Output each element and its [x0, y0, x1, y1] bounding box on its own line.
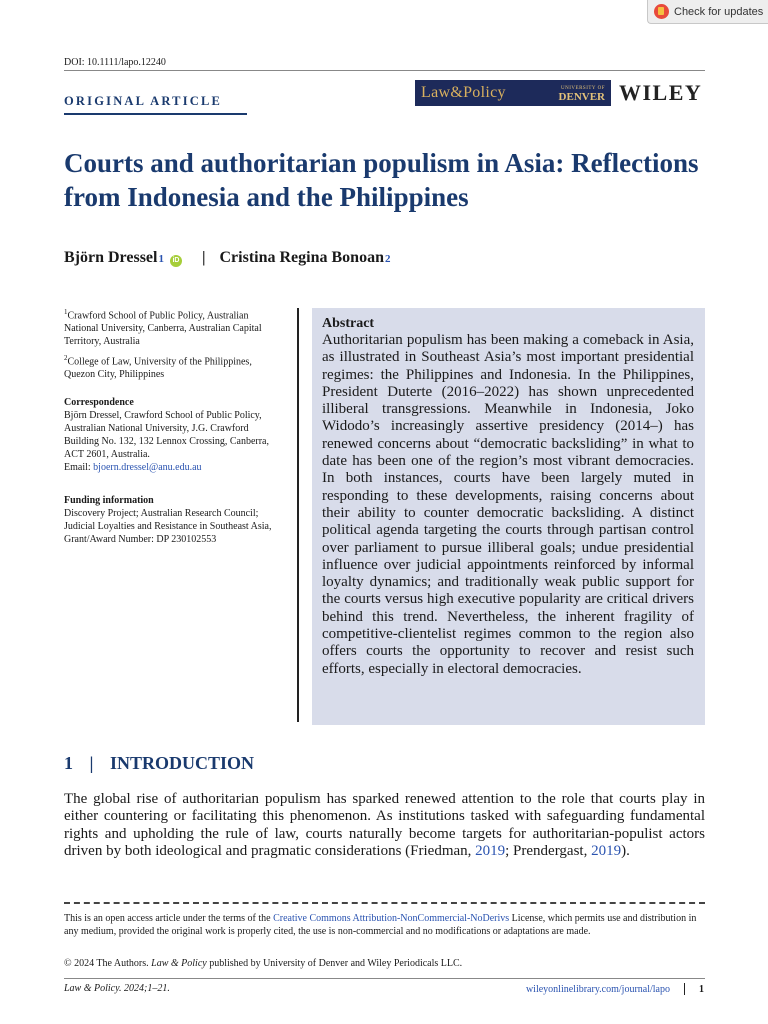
university-denver-logo — [559, 84, 605, 102]
correspondence-heading: Correspondence — [64, 397, 134, 408]
section-heading — [64, 753, 254, 774]
university-logo-small-text: UNIVERSITY OF — [561, 86, 605, 91]
footer-rule — [64, 978, 705, 979]
section-title: INTRODUCTION — [109, 753, 254, 773]
affiliation — [64, 352, 284, 381]
footer-right — [526, 983, 704, 995]
license-notice — [64, 912, 705, 939]
header-rule — [64, 70, 705, 71]
copyright-notice — [64, 958, 462, 969]
affiliation-number: 2 — [64, 354, 68, 362]
footnote-divider — [64, 902, 705, 904]
funding-heading: Funding information — [64, 495, 154, 506]
section-number: 1 — [64, 753, 73, 773]
journal-logo[interactable] — [415, 80, 611, 106]
abstract-heading: Abstract — [322, 316, 375, 331]
column-divider — [297, 308, 299, 722]
law-policy-logo-text: Law&Policy — [421, 84, 506, 101]
affiliation — [64, 306, 284, 348]
author-name[interactable]: Björn Dressel — [64, 249, 158, 266]
article-title: Courts and authoritarian populism in Asia: Reflections from Indonesia and the Philippines — [64, 148, 699, 212]
license-link[interactable]: Creative Commons Attribution-NonCommercial-NoDerivs — [273, 913, 510, 924]
affiliation-text: Crawford School of Public Policy, Australian National University, Canberra, Australian Capital Territory, Australia — [64, 310, 262, 348]
author-affiliation-ref[interactable]: 1 — [158, 253, 164, 265]
page-number: 1 — [699, 983, 704, 995]
copyright-text: published by University of Denver and Wiley Periodicals LLC. — [206, 958, 463, 969]
funding-text: Discovery Project; Australian Research Council; Judicial Loyalties and Resistance in Southeast Asia, Grant/Award Number: DP 230102553 — [64, 508, 272, 545]
copyright-journal: Law & Policy — [151, 958, 207, 969]
author-affiliation-ref[interactable]: 2 — [384, 253, 391, 265]
journal-url-link[interactable]: wileyonlinelibrary.com/journal/lapo — [525, 983, 670, 995]
license-text: License, which permits use and distribution in any medium, provided the original work is properly cited, the use is non-commercial and no modifications or adaptations are made. — [64, 913, 697, 938]
university-logo-text: DENVER — [558, 91, 605, 103]
intro-paragraph — [64, 791, 705, 861]
author-name[interactable]: Cristina Regina Bonoan — [219, 249, 384, 266]
license-text: This is an open access article under the terms of the — [64, 913, 274, 924]
correspondence-block — [64, 396, 284, 474]
author-list — [64, 249, 390, 267]
citation-link[interactable]: 2019 — [475, 843, 506, 860]
abstract-text: Authoritarian populism has been making a comeback in Asia, as illustrated in Southeast Asia’s most important presidential regimes: the Philippines and Indonesia. In the Philippines, President Duterte (2016–2022) has shown unprecedented illiberal transgressions. Meanwhile in Indonesia, Joko Widodo’s increasingly assertive presidency (2014–) has renewed concerns about “democratic backsliding” in what to date has been one of the region’s most vibrant democracies. In both instances, courts have been largely muted in responding to these developments, raising concerns about their ability to counter democratic backsliding. A distinct political agenda targeting the courts through partisan control over parliament to pursue illiberal goals; undue presidential influence over judicial appointments reinforced by informal loyalty dynamics; and traditionally weak public support for the courts versus high executive popularity are critical drivers behind this trend. Nevertheless, the inherent fragility of competitive-clientelist regimes common to the region also offers courts the opportunity to recover and resist such efforts, especially in electoral democracies. — [322, 332, 694, 677]
page-separator — [684, 983, 685, 995]
affiliation-number: 1 — [64, 308, 68, 316]
check-for-updates-button[interactable] — [647, 0, 768, 24]
intro-text: The global rise of authoritarian populism has sparked renewed attention to the role that courts play in either countering or facilitating this phenomenon. As institutions tasked with safeguarding fundamental rights and upholding the rule of law, courts naturally become targets for authoritarian-populist actors driven by both ideological and pragmatic considerations (Friedman, — [64, 791, 705, 860]
abstract-box — [312, 308, 705, 725]
email-link[interactable]: bjoern.dressel@anu.edu.au — [93, 462, 202, 473]
affiliation-text: College of Law, University of the Philippines, Quezon City, Philippines — [64, 356, 252, 381]
article-type-underline — [64, 113, 247, 115]
section-separator: | — [89, 753, 94, 773]
intro-text: ). — [621, 843, 630, 860]
crossmark-icon — [654, 4, 669, 19]
journal-citation: Law & Policy. 2024;1–21. — [64, 983, 170, 994]
doi: DOI: 10.1111/lapo.12240 — [64, 57, 166, 68]
correspondence-text: Björn Dressel, Crawford School of Public Policy, Australian National University, J.G. Crawford Building No. 132, 132 Lennox Crossing, Canberra, ACT 2601, Australia. — [64, 410, 269, 460]
orcid-icon[interactable]: iD — [170, 255, 182, 267]
check-for-updates-label: Check for updates — [674, 5, 764, 18]
email-label: Email: — [64, 462, 94, 473]
wiley-logo[interactable]: WILEY — [619, 80, 703, 105]
article-type: ORIGINAL ARTICLE — [64, 94, 223, 108]
funding-block — [64, 494, 284, 546]
citation-link[interactable]: 2019 — [591, 843, 622, 860]
author-separator: | — [201, 249, 206, 266]
copyright-text: © 2024 The Authors. — [64, 958, 152, 969]
intro-text: ; Prendergast, — [505, 843, 592, 860]
